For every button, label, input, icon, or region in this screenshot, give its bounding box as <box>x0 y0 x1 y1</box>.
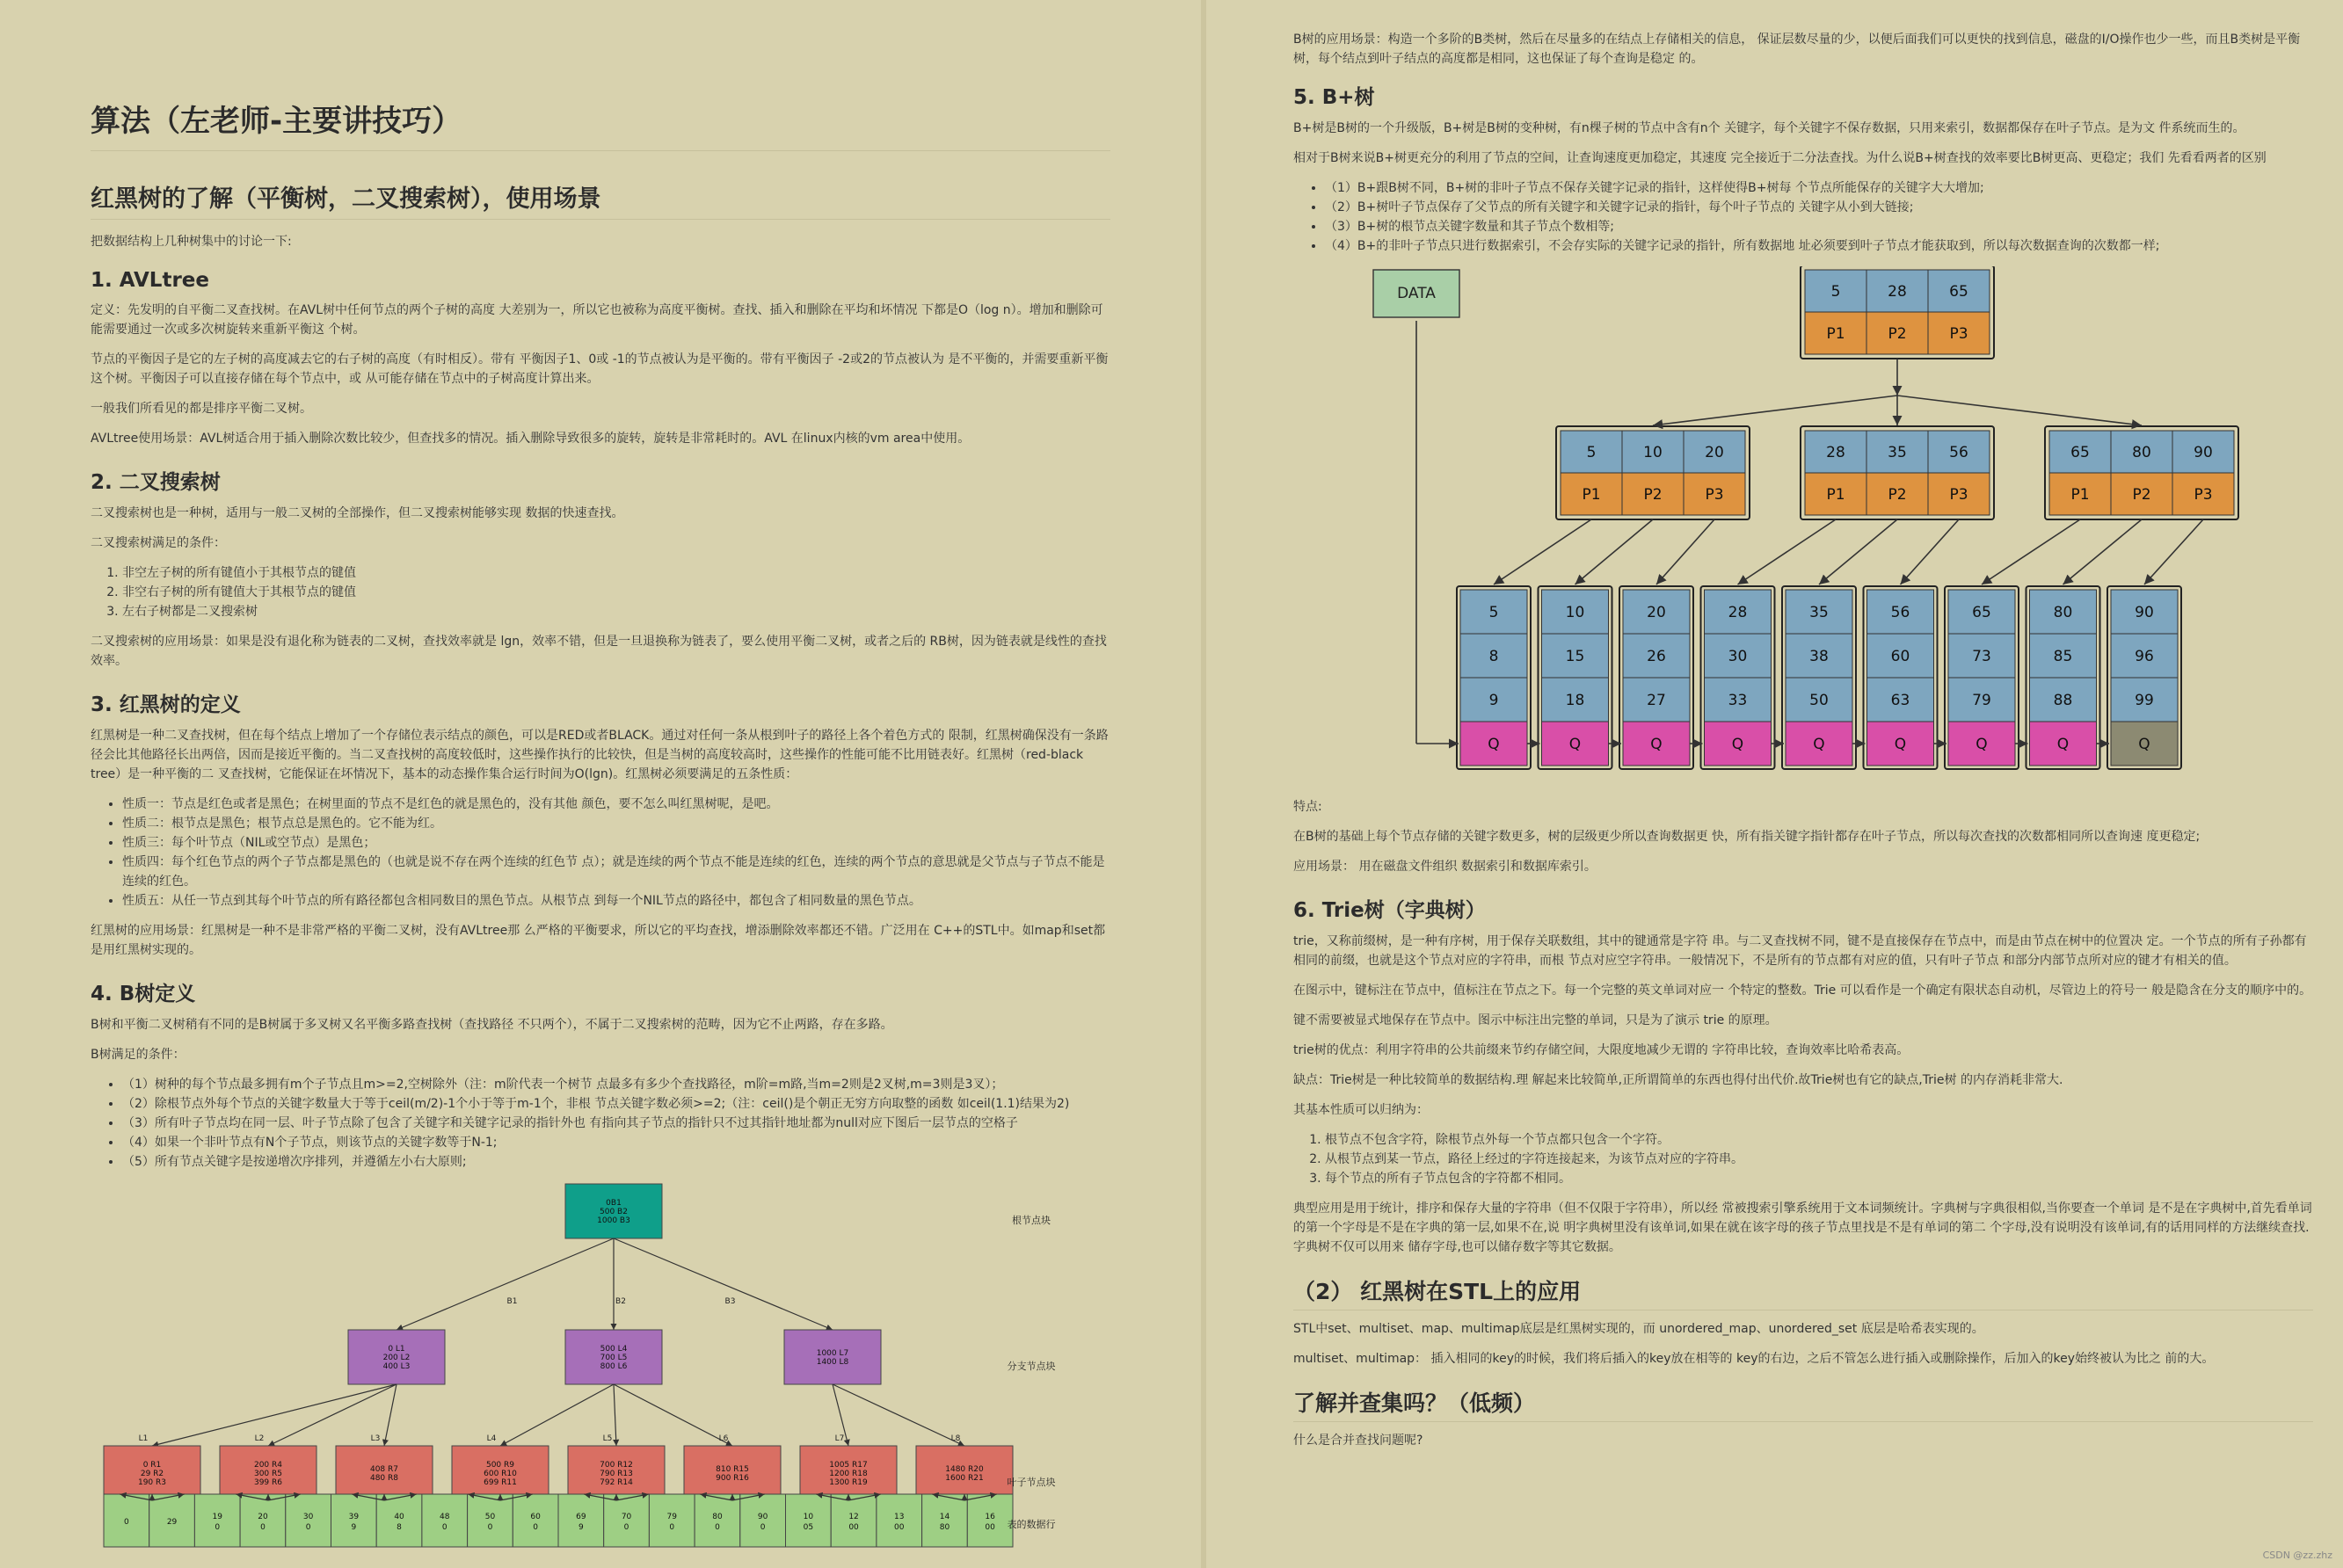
data-cell-label: 50 <box>484 1513 496 1521</box>
edge-root-branch <box>397 1238 614 1330</box>
pointer-label: L4 <box>486 1434 497 1443</box>
root-node-key: 65 <box>1949 283 1968 301</box>
data-cell-label: 29 <box>166 1518 178 1527</box>
leaf-key: 35 <box>1809 604 1829 621</box>
data-cell-label: 40 <box>394 1513 404 1521</box>
leaf-key: 33 <box>1728 692 1748 709</box>
mid-node-ptr: P1 <box>2070 486 2090 504</box>
list-item: 3. 每个节点的所有子节点包含的字符都不相同。 <box>1325 1169 2313 1188</box>
btree-conditions <box>91 1075 1110 1172</box>
data-cell-label: 0 <box>260 1523 266 1532</box>
leaf-key: 10 <box>1565 604 1585 621</box>
leaf-node-label: 480 R8 <box>369 1474 399 1483</box>
pointer-label: L3 <box>370 1434 381 1443</box>
edge-branch-leaf <box>152 1384 397 1446</box>
trie-p6: 其基本性质可以归纳为： <box>1293 1103 1429 1117</box>
rb-p2: 红黑树的应用场景：红黑树是一种不是非常严格的平衡二叉树，没有AVLtree那 么严格的平衡要求，所以它的平均查找，增添删除效率都还不错。广泛用在 C++的STL中。如map和set都是用红黑树实现的。 <box>91 924 1106 957</box>
mid-node-key: 56 <box>1949 444 1968 461</box>
leaf-node-label: 600 R10 <box>484 1470 517 1478</box>
label-leaf-block: 叶子节点块 <box>1007 1477 1056 1488</box>
label-data-rows: 表的数据行 <box>1007 1519 1056 1530</box>
edge-root-branch <box>614 1238 833 1330</box>
data-cell-label: 12 <box>848 1513 859 1521</box>
edge-branch-leaf <box>614 1384 616 1446</box>
branch-node-label: 200 L2 <box>382 1354 411 1362</box>
pointer-label: B3 <box>724 1297 736 1306</box>
leaf-node-label: 0 R1 <box>142 1461 162 1470</box>
list-item: • （4）B+的非叶子节点只进行数据索引，不会存实际的关键字记录的指针，所有数据地 址必须要到叶子节点才能获取到，所以每次数据查询的次数都一样; <box>1325 236 2313 256</box>
list-item: 2. 非空右子树的所有键值大于其根节点的键值 <box>122 583 1110 602</box>
edge-mid-leaf <box>1494 519 1591 584</box>
data-cell-label: 80 <box>712 1513 723 1521</box>
feature-text: 在B树的基础上每个节点存储的关键字数更多，树的层级更少所以查询数据更 快，所有指关键字指针都存在叶子节点，所以每次查找的次数都相同所以查询速 度更稳定; <box>1293 830 2201 844</box>
leaf-q: Q <box>2138 736 2150 753</box>
csdn-credit: CSDN @zz.zhz <box>2262 1550 2332 1561</box>
left-column <box>91 79 1110 1555</box>
leaf-node-label: 190 R3 <box>137 1478 167 1487</box>
data-cell-label: 0 <box>215 1523 221 1532</box>
edge-branch-leaf <box>500 1384 614 1446</box>
leaf-node-label: 1480 R20 <box>945 1465 984 1474</box>
unionfind-p1: 什么是合并查找问题呢? <box>1293 1434 1423 1448</box>
pointer-label: L8 <box>950 1434 961 1443</box>
branch-node-label: 1400 L8 <box>816 1358 849 1367</box>
avl-p1: 定义：先发明的自平衡二叉查找树。在AVL树中任何节点的两个子树的高度 大差别为一，所以它也被称为高度平衡树。查找、插入和删除在平均和坏情况 下都是O（log n）。增加和删除可能需要通过一次或多次树旋转来重新平衡这 个树。 <box>91 303 1103 337</box>
list-item: • 性质三：每个叶节点（NIL或空节点）是黑色； <box>122 833 1110 853</box>
feature-label: 特点: <box>1293 800 1322 814</box>
leaf-key: 20 <box>1647 604 1666 621</box>
branch-node-label: 1000 L7 <box>816 1349 849 1358</box>
list-item: • 性质四：每个红色节点的两个子节点都是黑色的（也就是说不存在两个连续的红色节 点）；就是连续的两个节点不能是连续的红色，连续的两个节点的意思就是父节点与子节点不能是连续的红色。 <box>122 853 1110 891</box>
leaf-key: 80 <box>2053 604 2073 621</box>
root-node-label: 1000 B3 <box>597 1216 630 1225</box>
stl-p1: STL中set、multiset、map、multimap底层是红黑树实现的，而 unordered_map、unordered_set 底层是哈希表实现的。 <box>1293 1322 1984 1336</box>
leaf-key: 5 <box>1488 604 1499 621</box>
btree-p2: B树满足的条件： <box>91 1048 186 1062</box>
list-item: • 性质二：根节点是黑色；根节点总是黑色的。它不能为红。 <box>122 814 1110 833</box>
data-cell-label: 30 <box>302 1513 314 1521</box>
label-root-block: 根节点块 <box>1012 1215 1051 1226</box>
leaf-key: 79 <box>1972 692 1991 709</box>
data-cell-label: 0 <box>715 1523 720 1532</box>
leaf-key: 8 <box>1488 648 1499 665</box>
data-cell-label: 90 <box>757 1513 768 1521</box>
leaf-node-label: 900 R16 <box>716 1474 749 1483</box>
leaf-node-label: 1300 R19 <box>829 1478 868 1487</box>
trie-p7: 典型应用是用于统计，排序和保存大量的字符串（但不仅限于字符串），所以经 常被搜索引擎系统用于文本词频统计。字典树与字典很相似,当你要查一个单词 是不是在字典树中,首先看单词的第一个字母是不是在字典的第一层,如果不在,说 明字典树里没有该单词,如果在就在该字母的孩子节点里找是不是有单词的第二 个字母,没有说明没有该单词,有的话用同样的方法继续查找.字典树不仅可以用来 储存字母,也可以储存数字等其它数据。 <box>1293 1201 2312 1254</box>
leaf-key: 28 <box>1728 604 1748 621</box>
data-cell-label: 0 <box>487 1523 493 1532</box>
trie-p4: trie树的优点：利用字符串的公共前缀来节约存储空间，大限度地减少无谓的 字符串比较，查询效率比哈希表高。 <box>1293 1043 1910 1057</box>
list-item: 2. 从根节点到某一节点，路径上经过的字符连接起来，为该节点对应的字符串。 <box>1325 1150 2313 1169</box>
leaf-key: 15 <box>1565 648 1585 665</box>
mid-node-ptr: P1 <box>1582 486 1601 504</box>
avl-p4: AVLtree使用场景：AVL树适合用于插入删除次数比较少，但查找多的情况。插入删除导致很多的旋转，旋转是非常耗时的。AVL 在linux内核的vm area中使用。 <box>91 432 971 446</box>
leaf-node-label: 399 R6 <box>253 1478 283 1487</box>
bst-p3: 二叉搜索树的应用场景：如果是没有退化称为链表的二叉树，查找效率就是 lgn，效率不错，但是一旦退换称为链表了，要么使用平衡二叉树，或者之后的 RB树，因为链表就是线性的查找效率。 <box>91 635 1107 668</box>
right-column <box>1293 30 2313 1461</box>
leaf-key: 90 <box>2135 604 2154 621</box>
list-item: • （5）所有节点关键字是按递增次序排列，并遵循左小右大原则; <box>122 1152 1110 1172</box>
branch-node-label: 0 L1 <box>388 1345 405 1354</box>
label-branch-block: 分支节点块 <box>1007 1361 1056 1372</box>
leaf-key: 88 <box>2053 692 2073 709</box>
stl-p2: multiset、multimap： 插入相同的key的时候，我们将后插入的key放在相等的 key的右边，之后不管怎么进行插入或删除操作，后加入的key始终被认为比之 前的大。 <box>1293 1352 2215 1366</box>
leaf-key: 26 <box>1647 648 1666 665</box>
leaf-q: Q <box>1568 736 1582 753</box>
leaf-key: 96 <box>2135 648 2154 665</box>
rb-title: 3. 红黑树的定义 <box>91 693 241 716</box>
leaf-key: 56 <box>1890 604 1910 621</box>
data-cell-label: 70 <box>621 1513 632 1521</box>
list-item: 1. 根节点不包含字符，除根节点外每一个节点都只包含一个字符。 <box>1325 1130 2313 1150</box>
avl-p2: 节点的平衡因子是它的左子树的高度减去它的右子树的高度（有时相反）。带有 平衡因子1、0或 -1的节点被认为是平衡的。带有平衡因子 -2或2的节点被认为 是不平衡的，并需要重新平衡这个树。平衡因子可以直接存储在每个节点中，或 从可能存储在节点中的子树高度计算出来。 <box>91 352 1109 386</box>
branch-node-label: 400 L3 <box>382 1362 411 1371</box>
edge-mid-leaf <box>2063 519 2143 584</box>
unionfind-title: 了解并查集吗？（低频） <box>1293 1386 2313 1422</box>
data-cell-label: 10 <box>803 1513 814 1521</box>
leaf-key: 60 <box>1890 648 1910 665</box>
leaf-q: Q <box>1488 736 1500 753</box>
root-node-key: 5 <box>1830 283 1841 301</box>
bst-conditions <box>91 563 1110 621</box>
bst-p2: 二叉搜索树满足的条件： <box>91 536 226 550</box>
data-cell-label: 60 <box>530 1513 541 1521</box>
edge-mid-leaf <box>1575 519 1654 584</box>
edge-mid-leaf <box>1982 519 2080 584</box>
leaf-node-label: 200 R4 <box>253 1461 283 1470</box>
mid-node-key: 35 <box>1888 444 1907 461</box>
edge-mid-leaf <box>1819 519 1897 584</box>
edge-branch-leaf <box>614 1384 732 1446</box>
leaf-node-label: 1005 R17 <box>829 1461 868 1470</box>
bst-p1: 二叉搜索树也是一种树，适用与一般二叉树的全部操作，但二叉搜索树能够实现 数据的快速查找。 <box>91 506 624 520</box>
trie-title: 6. Trie树（字典树） <box>1293 899 1486 922</box>
bplus-p1: B+树是B树的一个升级版，B+树是B树的变种树，有n棵子树的节点中含有n个 关键字，每个关键字不保存数据，只用来索引，数据都保存在叶子节点。是为文 件系统而生的。 <box>1293 121 2245 135</box>
leaf-node-label: 1600 R21 <box>945 1474 984 1483</box>
rb-p1: 红黑树是一种二叉查找树，但在每个结点上增加了一个存储位表示结点的颜色，可以是RED或者BLACK。通过对任何一条从根到叶子的路径上各个着色方式的 限制，红黑树确保没有一条路径会比其他路径长出两倍，因而是接近平衡的。当二叉查找树的高度较低时，这些操作执行的比较快，但是当树的高度较高时，这些操作的性能可能不比用链表好。红黑树（red-black tree）是一种平衡的二 叉查找树，它能保证在坏情况下，基本的动态操作集合运行时间为O(lgn)。红黑树必须要满足的五条性质： <box>91 729 1109 781</box>
data-cell-label: 13 <box>894 1513 905 1521</box>
mid-node-ptr: P2 <box>1643 486 1663 504</box>
data-cell-label: 16 <box>985 1513 995 1521</box>
mid-node-key: 20 <box>1705 444 1724 461</box>
list-item: • （4）如果一个非叶节点有N个子节点，则该节点的关键字数等于N-1; <box>122 1133 1110 1152</box>
mid-node-key: 65 <box>2070 444 2090 461</box>
pointer-label: B1 <box>506 1297 518 1306</box>
leaf-key: 73 <box>1972 648 1991 665</box>
data-cell-label: 9 <box>351 1523 357 1532</box>
root-node-ptr: P1 <box>1826 325 1845 343</box>
list-item: • （3）B+树的根节点关键字数量和其子节点个数相等; <box>1325 217 2313 236</box>
usage-text: 应用场景： 用在磁盘文件组织 数据索引和数据库索引。 <box>1293 860 1597 874</box>
leaf-node-label: 810 R15 <box>716 1465 749 1474</box>
root-node-key: 28 <box>1888 283 1907 301</box>
leaf-key: 50 <box>1809 692 1829 709</box>
leaf-node-label: 1200 R18 <box>829 1470 868 1478</box>
data-cell-label: 0 <box>533 1523 539 1532</box>
root-node-label: 0B1 <box>606 1199 622 1208</box>
data-cell-label: 0 <box>441 1523 447 1532</box>
edge-mid-leaf <box>1901 519 1960 584</box>
intro-text: 把数据结构上几种树集中的讨论一下: <box>91 235 292 249</box>
btree-diagram <box>91 1182 1110 1555</box>
leaf-key: 38 <box>1809 648 1829 665</box>
branch-node-label: 700 L5 <box>600 1354 628 1362</box>
edge-root-mid <box>1897 396 2142 425</box>
bplus-diagram <box>1293 266 2313 797</box>
btree-usage-text: B树的应用场景：构造一个多阶的B类树，然后在尽量多的在结点上存储相关的信息， 保证层数尽量的少，以便后面我们可以更快的找到信息，磁盘的I/O操作也少一些，而且B类树是平衡树，每个结点到叶子结点的高度都是相同，这也保证了每个查询是稳定 的。 <box>1293 33 2301 66</box>
leaf-node-label: 500 R9 <box>485 1461 515 1470</box>
branch-node-label: 800 L6 <box>600 1362 628 1371</box>
mid-node-ptr: P3 <box>2194 486 2213 504</box>
data-cell-label: 19 <box>212 1513 222 1521</box>
pointer-label: L1 <box>138 1434 149 1443</box>
list-item: • 性质五：从任一节点到其每个叶节点的所有路径都包含相同数目的黑色节点。从根节点 到每一个NIL节点的路径中，都包含了相同数量的黑色节点。 <box>122 891 1110 911</box>
leaf-key: 65 <box>1972 604 1991 621</box>
trie-p2: 在图示中，键标注在节点中，值标注在节点之下。每一个完整的英文单词对应一 个特定的整数。Trie 可以看作是一个确定有限状态自动机，尽管边上的符号一 般是隐含在分支的顺序中的。 <box>1293 984 2312 998</box>
mid-node-ptr: P2 <box>1888 486 1907 504</box>
data-cell-label: 79 <box>666 1513 677 1521</box>
btree-p1: B树和平衡二叉树稍有不同的是B树属于多叉树又名平衡多路查找树（查找路径 不只两个），不属于二叉搜索树的范畴，因为它不止两路，存在多路。 <box>91 1018 893 1032</box>
edge-branch-leaf <box>833 1384 964 1446</box>
data-cell-label: 39 <box>348 1513 360 1521</box>
avl-p3: 一般我们所看见的都是排序平衡二叉树。 <box>91 402 312 416</box>
bst-title: 2. 二叉搜索树 <box>91 471 221 494</box>
root-node-label: 500 B2 <box>600 1208 628 1216</box>
data-cell-label: 0 <box>123 1518 129 1527</box>
leaf-key: 85 <box>2053 648 2073 665</box>
leaf-q: Q <box>1976 736 1988 753</box>
data-cell-label: 05 <box>803 1523 814 1532</box>
edge-mid-leaf <box>1656 519 1714 584</box>
leaf-node-label: 699 R11 <box>484 1478 517 1487</box>
leaf-key: 27 <box>1647 692 1666 709</box>
list-item: • （2）除根节点外每个节点的关键字数量大于等于ceil(m/2)-1个小于等于m-1个，非根 节点关键字数必须>=2;（注：ceil()是个朝正无穷方向取整的函数 如ceil(1.1)结果为2) <box>122 1094 1110 1114</box>
pointer-label: B2 <box>615 1297 626 1306</box>
trie-properties <box>1293 1130 2313 1188</box>
branch-node-label: 500 L4 <box>600 1345 628 1354</box>
mid-node-key: 28 <box>1826 444 1845 461</box>
mid-node-ptr: P3 <box>1705 486 1724 504</box>
leaf-node-label: 700 R12 <box>600 1461 633 1470</box>
leaf-q: Q <box>1731 736 1744 753</box>
list-item: • （3）所有叶子节点均在同一层、叶子节点除了包含了关键字和关键字记录的指针外也 有指向其子节点的指针只不过其指针地址都为null对应下图后一层节点的空格子 <box>122 1114 1110 1133</box>
trie-p5: 缺点：Trie树是一种比较简单的数据结构.理 解起来比较简单,正所谓简单的东西也得付出代价.故Trie树也有它的缺点,Trie树 的内存消耗非常大. <box>1293 1073 2063 1087</box>
mid-node-key: 5 <box>1586 444 1597 461</box>
edge-branch-leaf <box>384 1384 397 1446</box>
leaf-node-label: 29 R2 <box>140 1470 164 1478</box>
page-title: 算法（左老师-主要讲技巧） <box>91 97 1110 151</box>
leaf-q: Q <box>1813 736 1825 753</box>
leaf-key: 18 <box>1565 692 1585 709</box>
mid-node-ptr: P3 <box>1949 486 1968 504</box>
data-cell-label: 48 <box>440 1513 450 1521</box>
list-item: • （1）树种的每个节点最多拥有m个子节点且m>=2,空树除外（注：m阶代表一个树节 点最多有多少个查找路径，m阶=m路,当m=2则是2叉树,m=3则是3叉）； <box>122 1075 1110 1094</box>
data-cell-label: 8 <box>397 1523 402 1532</box>
edge-mid-leaf <box>1738 519 1837 584</box>
mid-node-ptr: P1 <box>1826 486 1845 504</box>
mid-node-key: 80 <box>2132 444 2151 461</box>
data-box-label: DATA <box>1397 285 1436 302</box>
right-page <box>1206 0 2343 1568</box>
mid-node-ptr: P2 <box>2132 486 2151 504</box>
pointer-label: L5 <box>602 1434 613 1443</box>
edge-root-mid <box>1653 396 1897 425</box>
data-cell-label: 0 <box>760 1523 766 1532</box>
list-item: • （1）B+跟B树不同，B+树的非叶子节点不保存关键字记录的指针，这样使得B+树每 个节点所能保存的关键字大大增加; <box>1325 178 2313 198</box>
leaf-key: 63 <box>1890 692 1910 709</box>
stl-title: （2） 红黑树在STL上的应用 <box>1293 1274 2313 1310</box>
leaf-node-label: 408 R7 <box>369 1465 399 1474</box>
data-cell-label: 00 <box>894 1523 905 1532</box>
leaf-key: 30 <box>1728 648 1748 665</box>
data-cell-label: 00 <box>985 1523 995 1532</box>
bplus-diagram-svg <box>1293 266 2313 794</box>
leaf-q: Q <box>1650 736 1663 753</box>
data-cell-label: 9 <box>578 1523 584 1532</box>
mid-node-key: 10 <box>1643 444 1663 461</box>
data-cell-label: 20 <box>258 1513 268 1521</box>
list-item: • （2）B+树叶子节点保存了父节点的所有关键字和关键字记录的指针，每个叶子节点的 关键字从小到大链接; <box>1325 198 2313 217</box>
bplus-p2: 相对于B树来说B+树更充分的利用了节点的空间，让查询速度更加稳定，其速度 完全接近于二分法查找。为什么说B+树查找的效率要比B树更高、更稳定；我们 先看看两者的区别 <box>1293 151 2267 165</box>
root-node-ptr: P3 <box>1949 325 1968 343</box>
leaf-node-label: 790 R13 <box>600 1470 633 1478</box>
bplus-title: 5. B+树 <box>1293 86 1375 109</box>
bplus-diffs <box>1293 178 2313 256</box>
data-cell-label: 0 <box>669 1523 675 1532</box>
leaf-key: 9 <box>1488 692 1499 709</box>
avl-title: 1. AVLtree <box>91 269 209 292</box>
section-title-rbtree: 红黑树的了解（平衡树，二叉搜索树），使用场景 <box>91 179 1110 220</box>
pointer-label: L7 <box>834 1434 845 1443</box>
leaf-node-label: 300 R5 <box>253 1470 283 1478</box>
root-node-ptr: P2 <box>1888 325 1907 343</box>
btree-diagram-svg <box>91 1182 1110 1551</box>
leaf-node-label: 792 R14 <box>600 1478 633 1487</box>
list-item: 3. 左右子树都是二叉搜索树 <box>122 602 1110 621</box>
leaf-key: 99 <box>2135 692 2154 709</box>
pointer-label: L2 <box>254 1434 265 1443</box>
mid-node-key: 90 <box>2194 444 2213 461</box>
data-cell-label: 0 <box>623 1523 629 1532</box>
trie-p3: 键不需要被显式地保存在节点中。图示中标注出完整的单词，只是为了演示 trie 的原理。 <box>1293 1013 1778 1027</box>
edge-mid-leaf <box>2144 519 2203 584</box>
data-cell-label: 0 <box>305 1523 311 1532</box>
list-item: 1. 非空左子树的所有键值小于其根节点的键值 <box>122 563 1110 583</box>
btree-title: 4. B树定义 <box>91 983 196 1005</box>
rb-properties <box>91 795 1110 911</box>
data-cell-label: 69 <box>576 1513 586 1521</box>
leaf-q: Q <box>1894 736 1907 753</box>
list-item: • 性质一：节点是红色或者是黑色；在树里面的节点不是红色的就是黑色的，没有其他 颜色，要不怎么叫红黑树呢，是吧。 <box>122 795 1110 814</box>
trie-p1: trie，又称前缀树，是一种有序树，用于保存关联数组，其中的键通常是字符 串。与二叉查找树不同，键不是直接保存在节点中，而是由节点在树中的位置决 定。一个节点的所有子孙都有相同的前缀，也就是这个节点对应的字符串，而根 节点对应空字符串。一般情况下，不是所有的节点都有对应的值，只有叶子节点 和部分内部节点所对应的键才有相关的值。 <box>1293 934 2307 968</box>
leaf-q: Q <box>2056 736 2070 753</box>
pointer-label: L6 <box>718 1434 729 1443</box>
data-cell-label: 14 <box>939 1513 950 1521</box>
data-cell-label: 80 <box>939 1523 950 1532</box>
data-cell-label: 00 <box>848 1523 859 1532</box>
